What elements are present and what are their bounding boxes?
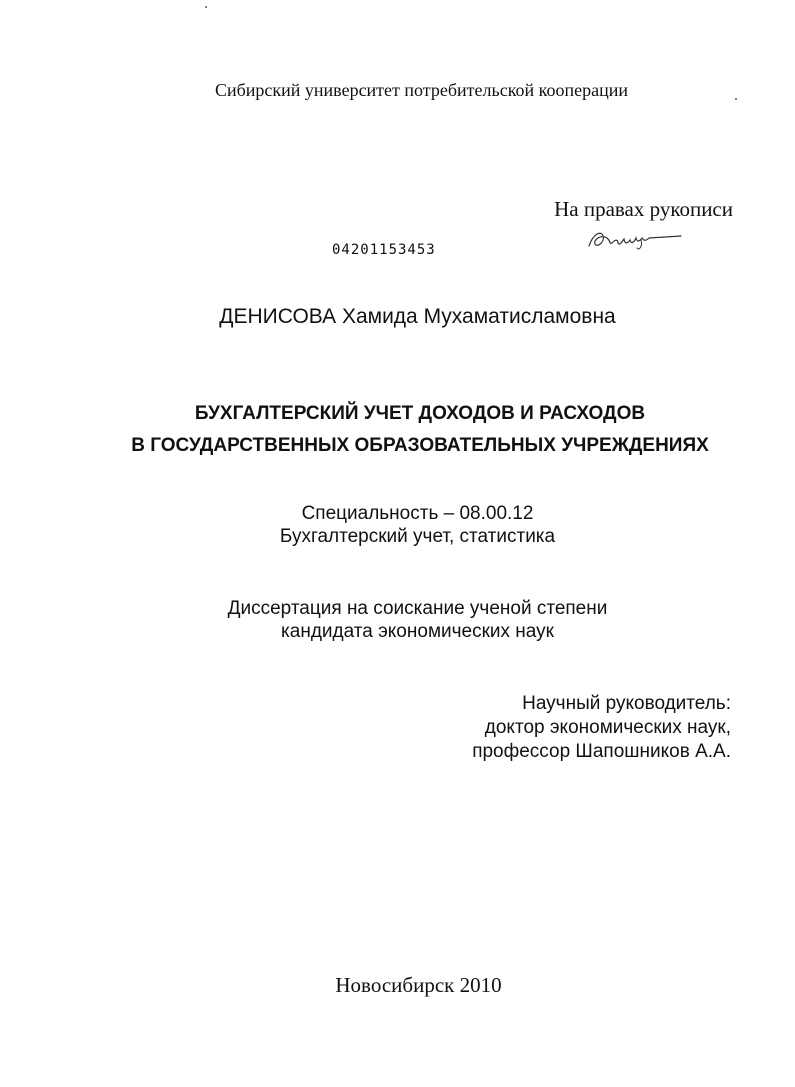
title-line-1: БУХГАЛТЕРСКИЙ УЧЕТ ДОХОДОВ И РАСХОДОВ	[194, 403, 646, 424]
supervisor-name: профессор Шапошников А.А.	[472, 741, 731, 762]
handwritten-signature	[585, 226, 685, 254]
specialty-block	[0, 502, 795, 548]
degree-block	[0, 597, 795, 643]
manuscript-rights-note: На правах рукописи	[554, 197, 733, 221]
supervisor-label: Научный руководитель:	[522, 693, 731, 714]
degree-line-2: кандидата экономических наук	[281, 621, 554, 642]
title-line-2: В ГОСУДАРСТВЕННЫХ ОБРАЗОВАТЕЛЬНЫХ УЧРЕЖДЕНИЯХ	[131, 435, 709, 456]
author-name: ДЕНИСОВА Хамида Мухаматисламовна	[219, 305, 616, 328]
degree-line-1: Диссертация на соискание ученой степени	[227, 598, 608, 619]
document-registration-number: 04201153453	[332, 242, 436, 258]
dissertation-title	[0, 398, 795, 462]
scan-speck	[205, 6, 207, 8]
university-name: Сибирский университет потребительской кооперации	[214, 80, 629, 100]
specialty-code: Специальность – 08.00.12	[301, 503, 534, 524]
city-year: Новосибирск 2010	[335, 973, 502, 997]
supervisor-block	[472, 692, 731, 764]
supervisor-degree: доктор экономических наук,	[484, 717, 731, 738]
specialty-name: Бухгалтерский учет, статистика	[279, 526, 556, 547]
